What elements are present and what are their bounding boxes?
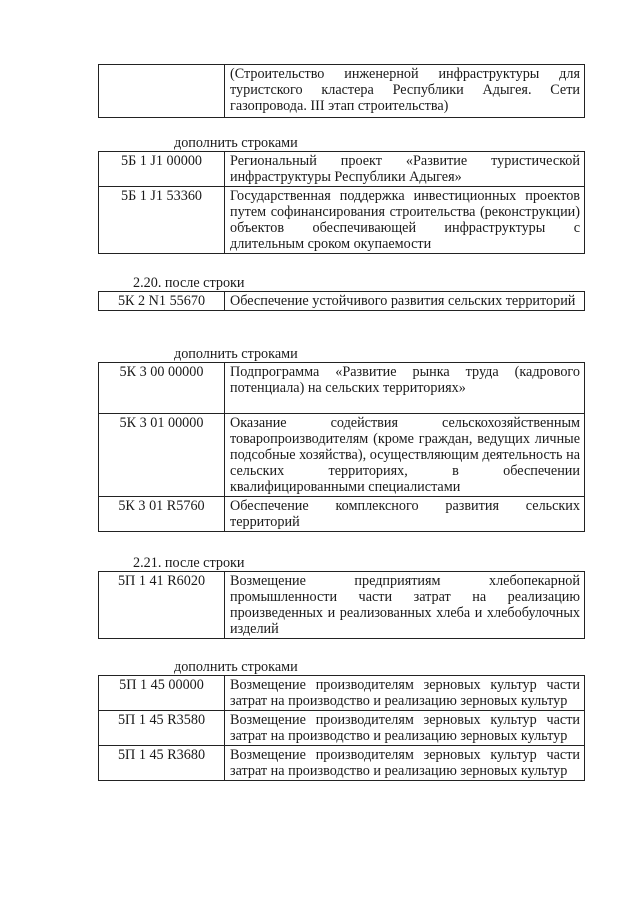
code-cell: 5П 1 45 R3580 bbox=[99, 711, 225, 746]
section-label: дополнить строками bbox=[174, 135, 298, 151]
description-cell: Обеспечение устойчивого развития сельских территорий bbox=[225, 292, 585, 311]
code-cell: 5П 1 45 R3680 bbox=[99, 746, 225, 781]
description-cell: Государственная поддержка инвестиционных проектов путем софинансирования строительства (реконструкции) объектов обеспечивающей инфраструктуры с длительным сроком окупаемости bbox=[225, 187, 585, 254]
code-cell: 5К 3 01 R5760 bbox=[99, 497, 225, 532]
code-cell: 5П 1 45 00000 bbox=[99, 676, 225, 711]
code-cell: 5Б 1 J1 53360 bbox=[99, 187, 225, 254]
description-cell: Региональный проект «Развитие туристической инфраструктуры Республики Адыгея» bbox=[225, 152, 585, 187]
code-cell bbox=[99, 65, 225, 118]
table-block-4 bbox=[98, 571, 585, 639]
table-block-2 bbox=[98, 291, 585, 311]
section-label: дополнить строками bbox=[174, 659, 298, 675]
code-cell: 5Б 1 J1 00000 bbox=[99, 152, 225, 187]
code-cell: 5К 3 01 00000 bbox=[99, 414, 225, 497]
section-label: 2.20. после строки bbox=[133, 275, 245, 291]
description-cell: Возмещение производителям зерновых культур части затрат на производство и реализацию зерновых культур bbox=[225, 711, 585, 746]
description-cell: (Строительство инженерной инфраструктуры для туристского кластера Республики Адыгея. Сети газопровода. III этап строительства) bbox=[225, 65, 585, 118]
section-label: дополнить строками bbox=[174, 346, 298, 362]
code-cell: 5К 2 N1 55670 bbox=[99, 292, 225, 311]
description-cell: Подпрограмма «Развитие рынка труда (кадрового потенциала) на сельских территориях» bbox=[225, 363, 585, 414]
table-row bbox=[99, 363, 585, 414]
table-row bbox=[99, 187, 585, 254]
table-row bbox=[99, 497, 585, 532]
table-block-1 bbox=[98, 151, 585, 254]
table-row bbox=[99, 711, 585, 746]
code-cell: 5П 1 41 R6020 bbox=[99, 572, 225, 639]
description-cell: Оказание содействия сельскохозяйственным товаропроизводителям (кроме граждан, ведущих личные подсобные хозяйства), осуществляющим деятельность на сельских территориях, в обеспечении квалифицированными специалистами bbox=[225, 414, 585, 497]
table-block-3 bbox=[98, 362, 585, 532]
table-row bbox=[99, 65, 585, 118]
table-row bbox=[99, 572, 585, 639]
code-cell: 5К 3 00 00000 bbox=[99, 363, 225, 414]
description-cell: Возмещение производителям зерновых культур части затрат на производство и реализацию зерновых культур bbox=[225, 676, 585, 711]
description-cell: Обеспечение комплексного развития сельских территорий bbox=[225, 497, 585, 532]
description-cell: Возмещение предприятиям хлебопекарной промышленности части затрат на реализацию произведенных и реализованных хлеба и хлебобулочных изделий bbox=[225, 572, 585, 639]
table-row bbox=[99, 746, 585, 781]
table-row bbox=[99, 152, 585, 187]
description-cell: Возмещение производителям зерновых культур части затрат на производство и реализацию зерновых культур bbox=[225, 746, 585, 781]
table-row bbox=[99, 292, 585, 311]
section-label: 2.21. после строки bbox=[133, 555, 245, 571]
table-block-5 bbox=[98, 675, 585, 781]
table-block-0 bbox=[98, 64, 585, 118]
table-row bbox=[99, 676, 585, 711]
table-row bbox=[99, 414, 585, 497]
